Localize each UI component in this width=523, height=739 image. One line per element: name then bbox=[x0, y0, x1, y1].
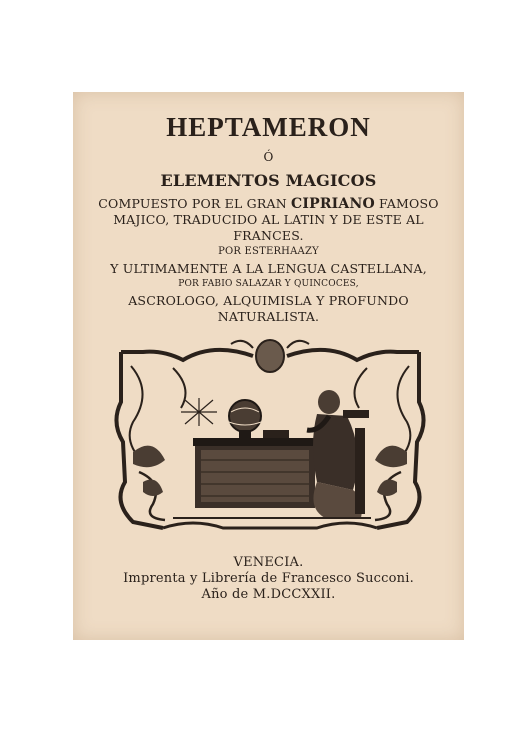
translator-line-5: NATURALISTA. bbox=[217, 309, 320, 324]
author-line-2: MAJICO, TRADUCIDO AL LATIN Y DE ESTE AL bbox=[113, 212, 424, 227]
author-name: CIPRIANO bbox=[291, 196, 375, 212]
translator-line-4: ASCROLOGO, ALQUIMISLA Y PROFUNDO bbox=[128, 293, 409, 308]
author-line-1-start: COMPUESTO POR EL GRAN bbox=[98, 196, 292, 211]
author-line-3: FRANCES. bbox=[233, 228, 304, 243]
author-line-1-end: FAMOSO bbox=[374, 196, 439, 211]
imprint-printer: Imprenta y Librería de Francesco Succoni. bbox=[123, 571, 414, 586]
book-subtitle: ELEMENTOS MAGICOS bbox=[160, 171, 377, 190]
imprint-year: Año de M.DCCXXII. bbox=[201, 587, 336, 602]
book-title: HEPTAMERON bbox=[166, 112, 371, 142]
translator-line-1: POR ESTERHAAZY bbox=[218, 246, 319, 257]
imprint-city: VENECIA. bbox=[233, 555, 304, 570]
title-page bbox=[73, 92, 464, 640]
translator-line-3: POR FABIO SALAZAR Y QUINCOCES, bbox=[178, 279, 359, 289]
woodcut-engraving bbox=[103, 332, 437, 542]
title-conjunction: Ó bbox=[263, 150, 274, 164]
translator-line-2: Y ULTIMAMENTE A LA LENGUA CASTELLANA, bbox=[110, 261, 427, 276]
author-line-1 bbox=[73, 196, 464, 212]
